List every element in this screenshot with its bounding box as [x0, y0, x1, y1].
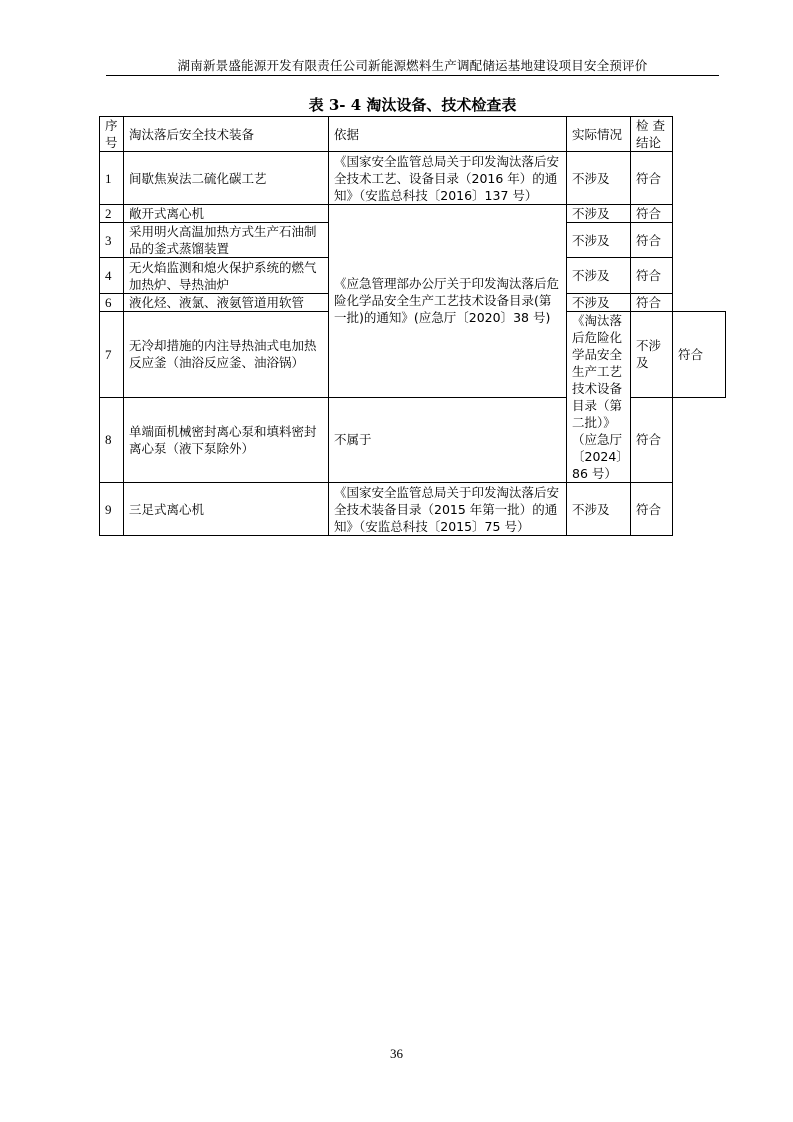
row-no: 1 — [100, 152, 124, 205]
row-actual: 不涉及 — [567, 294, 631, 312]
row-equipment: 无冷却措施的内注导热油式电加热反应釜（油浴反应釜、油浴锅） — [124, 312, 329, 398]
header-actual: 实际情况 — [567, 117, 631, 152]
page-header: 湖南新景盛能源开发有限责任公司新能源燃料生产调配储运基地建设项目安全预评价 — [177, 58, 648, 73]
row-no: 3 — [100, 223, 124, 258]
row-result: 符合 — [631, 223, 673, 258]
row-basis: 《淘汰落后危险化学品安全生产工艺技术设备目录（第二批）》（应急厅〔2024〕86 号） — [567, 312, 631, 483]
row-result: 符合 — [631, 152, 673, 205]
row-result: 符合 — [631, 205, 673, 223]
table-row — [100, 483, 726, 536]
row-basis: 《国家安全监管总局关于印发淘汰落后安全技术工艺、设备目录（2016 年）的通知》（安监总科技〔2016〕137 号） — [329, 152, 567, 205]
row-equipment: 采用明火高温加热方式生产石油制品的釜式蒸馏装置 — [124, 223, 329, 258]
row-actual: 不属于 — [329, 397, 567, 483]
row-result: 符合 — [673, 312, 726, 398]
row-no: 6 — [100, 294, 124, 312]
table-header-row — [100, 117, 726, 152]
row-actual: 不涉及 — [631, 312, 673, 398]
row-equipment: 液化烃、液氯、液氨管道用软管 — [124, 294, 329, 312]
row-no: 9 — [100, 483, 124, 536]
header-equipment: 淘汰落后安全技术装备 — [124, 117, 329, 152]
row-actual: 不涉及 — [567, 152, 631, 205]
row-result: 符合 — [631, 258, 673, 294]
row-equipment: 间歇焦炭法二硫化碳工艺 — [124, 152, 329, 205]
row-no: 4 — [100, 258, 124, 294]
header-result: 检 查 结论 — [631, 117, 673, 152]
header-divider — [106, 75, 719, 76]
row-no: 8 — [100, 397, 124, 483]
check-table — [99, 116, 726, 536]
row-basis: 《国家安全监管总局关于印发淘汰落后安全技术装备目录（2015 年第一批）的通知》（安监总科技〔2015〕75 号） — [329, 483, 567, 536]
row-actual: 不涉及 — [567, 258, 631, 294]
table-row — [100, 205, 726, 223]
row-basis: 《应急管理部办公厅关于印发淘汰落后危险化学品安全生产工艺技术设备目录(第一批)的通知》(应急厅〔2020〕38 号) — [329, 205, 567, 398]
row-equipment: 敞开式离心机 — [124, 205, 329, 223]
row-result: 符合 — [631, 483, 673, 536]
row-no: 7 — [100, 312, 124, 398]
header-no: 序号 — [100, 117, 124, 152]
table-row — [100, 397, 726, 483]
row-equipment: 单端面机械密封离心泵和填料密封离心泵（液下泵除外） — [124, 397, 329, 483]
row-equipment: 三足式离心机 — [124, 483, 329, 536]
row-no: 2 — [100, 205, 124, 223]
table-title: 表 3- 4 淘汰设备、技术检查表 — [308, 96, 517, 114]
header-basis: 依据 — [329, 117, 567, 152]
page-number: 36 — [390, 1046, 403, 1061]
row-actual: 不涉及 — [567, 483, 631, 536]
row-result: 符合 — [631, 294, 673, 312]
row-actual: 不涉及 — [567, 223, 631, 258]
row-actual: 不涉及 — [567, 205, 631, 223]
row-equipment: 无火焰监测和熄火保护系统的燃气加热炉、导热油炉 — [124, 258, 329, 294]
table-row — [100, 152, 726, 205]
row-result: 符合 — [631, 397, 673, 483]
